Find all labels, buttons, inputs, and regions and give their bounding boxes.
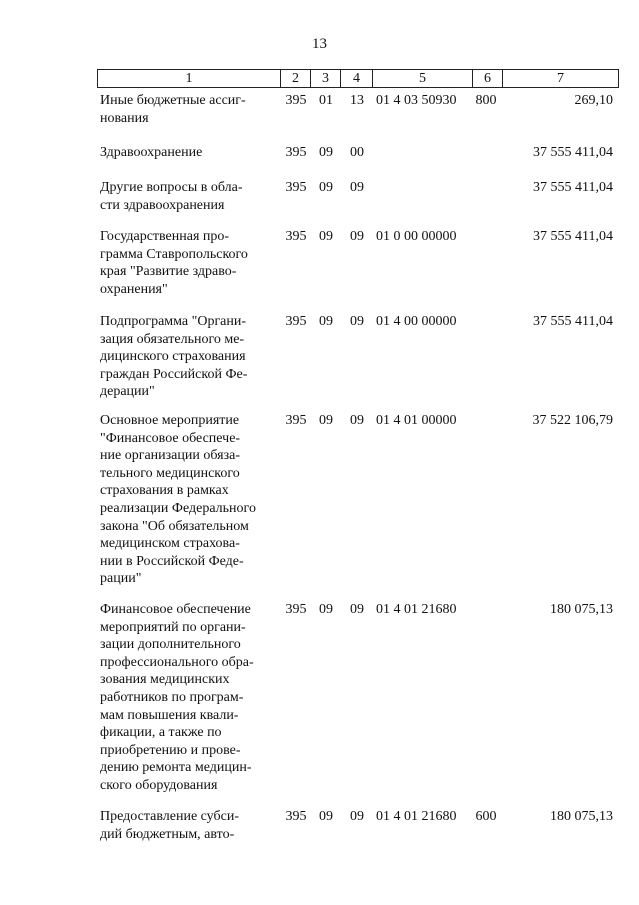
- cell-adm: 395: [285, 145, 307, 160]
- cell-name: Подпрограмма "Органи- зация обязательного ме- дицинского страхования граждан Российской Фе- дерации": [100, 314, 248, 400]
- cell-name: Иные бюджетные ассиг- нования: [100, 93, 246, 126]
- cell-adm: 395: [285, 602, 307, 617]
- cell-csr: 01 4 01 21680: [376, 602, 457, 617]
- cell-rz: 09: [319, 180, 333, 195]
- cell-adm: 395: [285, 229, 307, 244]
- cell-adm: 395: [285, 809, 307, 824]
- header-col-6: 6: [473, 70, 503, 87]
- cell-pr: 13: [350, 93, 364, 108]
- cell-adm: 395: [285, 93, 307, 108]
- cell-csr: 01 0 00 00000: [376, 229, 457, 244]
- cell-rz: 09: [319, 145, 333, 160]
- cell-pr: 09: [350, 809, 364, 824]
- cell-pr: 09: [350, 413, 364, 428]
- cell-sum: 37 555 411,04: [533, 145, 613, 160]
- cell-vr: 800: [475, 93, 497, 108]
- cell-name: Предоставление субси- дий бюджетным, авто-: [100, 809, 239, 842]
- cell-adm: 395: [285, 413, 307, 428]
- table-header: [97, 69, 619, 88]
- cell-rz: 09: [319, 809, 333, 824]
- cell-sum: 37 555 411,04: [533, 229, 613, 244]
- cell-csr: 01 4 01 21680: [376, 809, 457, 824]
- cell-name: Основное мероприятие "Финансовое обеспече- ние организации обяза- тельного медицинского страхования в рамках реализации Федерального закона "Об обязательном медицинском страхова- нии в Российской Феде- рации": [100, 413, 256, 587]
- cell-sum: 37 555 411,04: [533, 314, 613, 329]
- cell-name: Другие вопросы в обла- сти здравоохранения: [100, 180, 243, 213]
- cell-adm: 395: [285, 314, 307, 329]
- cell-sum: 180 075,13: [550, 602, 613, 617]
- cell-pr: 09: [350, 314, 364, 329]
- cell-csr: 01 4 03 50930: [376, 93, 457, 108]
- cell-rz: 09: [319, 314, 333, 329]
- header-col-7: 7: [557, 71, 564, 86]
- cell-vr: 600: [475, 809, 497, 824]
- cell-sum: 180 075,13: [550, 809, 613, 824]
- cell-csr: 01 4 00 00000: [376, 314, 457, 329]
- cell-adm: 395: [285, 180, 307, 195]
- page-number: 13: [312, 36, 327, 52]
- header-col-3: 3: [311, 70, 341, 87]
- cell-name: Финансовое обеспечение мероприятий по органи- зации дополнительного профессионального обра- зования медицинских работников по програм- мам повышения квали- фикации, а также по приобретению и прове- дению ремонта медицин- ского оборудования: [100, 602, 254, 793]
- header-col-2: 2: [281, 70, 311, 87]
- cell-pr: 09: [350, 229, 364, 244]
- cell-rz: 09: [319, 229, 333, 244]
- cell-pr: 00: [350, 145, 364, 160]
- cell-name: Государственная про- грамма Ставропольского края "Развитие здраво- охранения": [100, 229, 248, 297]
- cell-pr: 09: [350, 180, 364, 195]
- cell-sum: 37 555 411,04: [533, 180, 613, 195]
- header-col-4: 4: [341, 70, 373, 87]
- cell-pr: 09: [350, 602, 364, 617]
- cell-rz: 09: [319, 602, 333, 617]
- cell-sum: 37 522 106,79: [532, 413, 613, 428]
- cell-sum: 269,10: [574, 93, 613, 108]
- header-col-5: 5: [373, 70, 473, 87]
- cell-name: Здравоохранение: [100, 145, 203, 160]
- cell-rz: 09: [319, 413, 333, 428]
- cell-csr: 01 4 01 00000: [376, 413, 457, 428]
- header-col-1: 1: [98, 70, 281, 87]
- cell-rz: 01: [319, 93, 333, 108]
